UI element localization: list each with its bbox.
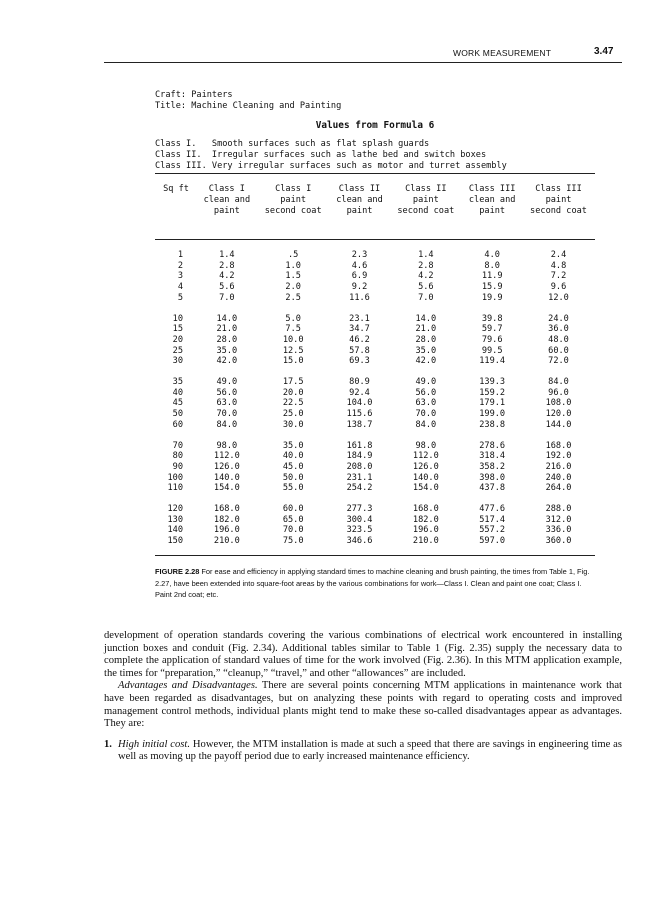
table-row [155, 473, 595, 484]
table-row [155, 346, 595, 357]
sq-ft-cell: 45 [172, 398, 183, 409]
value-cell: 63.0 [415, 398, 437, 409]
value-cell: 208.0 [346, 461, 373, 472]
figure-caption [155, 566, 595, 601]
value-cell: 192.0 [545, 451, 572, 462]
value-cell: 19.9 [481, 292, 503, 303]
value-cell: 517.4 [479, 514, 506, 525]
value-cell: 2.8 [418, 260, 434, 271]
value-cell: 5.6 [219, 282, 235, 293]
sq-ft-cell: 80 [172, 451, 183, 462]
table-row [155, 240, 595, 261]
sq-ft-cell: 110 [167, 483, 183, 494]
value-cell: 318.4 [479, 451, 506, 462]
value-cell: 39.8 [481, 313, 503, 324]
value-cell: 120.0 [545, 409, 572, 420]
list-item-text: However, the MTM installation is made at such a speed that there are savings in engineering time as well as moving up the payoff period due to early increased maintenance efficiency. [118, 738, 622, 763]
value-cell: 312.0 [545, 514, 572, 525]
page-number: 3.47 [594, 46, 614, 57]
value-cell: 40.0 [282, 451, 304, 462]
value-cell: 60.0 [548, 345, 569, 356]
value-cell: 2.8 [219, 260, 235, 271]
value-cell: 6.9 [351, 271, 368, 282]
value-cell: 115.6 [346, 409, 373, 420]
value-cell: 36.0 [548, 324, 569, 335]
value-cell: 8.0 [484, 260, 500, 271]
value-cell: 65.0 [282, 514, 304, 525]
table-bottom-rule [155, 555, 595, 556]
value-cell: 140.0 [412, 472, 439, 483]
value-cell: 210.0 [412, 536, 439, 547]
value-cell: 56.0 [415, 387, 437, 398]
value-cell: 210.0 [213, 536, 240, 547]
table-top-rule [155, 173, 595, 174]
value-cell: 254.2 [346, 483, 373, 494]
class-definitions [155, 139, 595, 172]
value-cell: 182.0 [412, 514, 439, 525]
header-rule [104, 62, 622, 63]
value-cell: 597.0 [479, 536, 506, 547]
sq-ft-cell: 10 [172, 313, 183, 324]
value-cell: 42.0 [216, 356, 238, 367]
value-cell: 4.0 [484, 250, 500, 260]
value-cell: 5.6 [418, 282, 434, 293]
value-cell: 346.6 [346, 536, 373, 547]
value-cell: 7.0 [219, 292, 235, 303]
sq-ft-cell: 20 [172, 334, 183, 345]
title-line: Title: Machine Cleaning and Painting [155, 101, 342, 111]
value-cell: 144.0 [545, 419, 572, 430]
value-cell: 216.0 [545, 461, 572, 472]
value-cell: 11.9 [481, 271, 503, 282]
value-cell: 24.0 [548, 313, 569, 324]
table-row [155, 494, 595, 515]
value-cell: 59.7 [481, 324, 503, 335]
class-3-definition: Class III. Very irregular surfaces such as motor and turret assembly [155, 161, 507, 171]
value-cell: 159.2 [479, 387, 506, 398]
col-header-sq-ft: Sq ft [163, 184, 189, 194]
value-cell: 10.0 [282, 334, 304, 345]
value-cell: 2.5 [285, 292, 301, 303]
value-cell: 98.0 [216, 440, 238, 451]
value-cell: 437.8 [479, 483, 506, 494]
value-cell: 9.6 [550, 282, 567, 293]
value-cell: 4.8 [550, 260, 567, 271]
table-row [155, 525, 595, 536]
value-cell: 99.5 [481, 345, 503, 356]
value-cell: 182.0 [213, 514, 240, 525]
value-cell: 12.5 [282, 345, 304, 356]
table-row [155, 515, 595, 526]
value-cell: 69.3 [349, 356, 370, 367]
value-cell: 168.0 [545, 440, 572, 451]
table-row [155, 324, 595, 335]
value-cell: 199.0 [479, 409, 506, 420]
col-header-class3-paint: Class III paint second coat [530, 184, 587, 216]
value-cell: 45.0 [282, 461, 304, 472]
table-row [155, 388, 595, 399]
row-group [155, 304, 595, 368]
table-header-row [155, 178, 595, 217]
value-cell: 112.0 [213, 451, 240, 462]
value-cell: 398.0 [479, 472, 506, 483]
col-header-class1-paint: Class I paint second coat [264, 184, 322, 216]
value-cell: 126.0 [412, 461, 439, 472]
value-cell: 84.0 [548, 377, 569, 388]
value-cell: 9.2 [351, 282, 368, 293]
value-cell: 154.0 [213, 483, 240, 494]
value-cell: 179.1 [479, 398, 506, 409]
sq-ft-cell: 140 [167, 525, 183, 536]
value-cell: 323.5 [346, 525, 373, 536]
value-cell: 161.8 [346, 440, 373, 451]
value-cell: 57.8 [349, 345, 370, 356]
value-cell: 17.5 [282, 377, 304, 388]
value-cell: 70.0 [415, 409, 437, 420]
value-cell: 96.0 [548, 387, 569, 398]
value-cell: 35.0 [415, 345, 437, 356]
value-cell: 98.0 [415, 440, 437, 451]
sq-ft-cell: 1 [177, 250, 183, 260]
value-cell: 23.1 [349, 313, 370, 324]
value-cell: 277.3 [346, 504, 373, 515]
value-cell: 7.2 [550, 271, 567, 282]
value-cell: 49.0 [415, 377, 437, 388]
value-cell: 60.0 [282, 504, 304, 515]
paragraph-development: development of operation standards covering the various combinations of electrical work encountered in installing junction boxes and conduit (Fig. 2.34). Additional tables similar to Table 1 (Fig. 2.35) supply the necessary data to complete the application of standard values of time for the work involved (Fig. 2.36). In this MTM application example, the times for “preparation,” “cleanup,” “travel,” and other “allowances” are included. [104, 630, 622, 679]
value-cell: 80.9 [349, 377, 370, 388]
value-cell: 11.6 [349, 292, 370, 303]
value-cell: 360.0 [545, 536, 572, 547]
value-cell: 2.4 [550, 250, 567, 260]
value-cell: 14.0 [415, 313, 437, 324]
value-cell: 4.2 [418, 271, 434, 282]
value-cell: 196.0 [213, 525, 240, 536]
value-cell: 264.0 [545, 483, 572, 494]
table-row [155, 398, 595, 409]
row-group [155, 240, 595, 304]
value-cell: 56.0 [216, 387, 238, 398]
col-header-class2-paint: Class II paint second coat [397, 184, 455, 216]
table-row [155, 261, 595, 272]
col-header-class3-clean: Class III clean and paint [468, 184, 516, 216]
value-cell: 34.7 [349, 324, 370, 335]
running-header-section: WORK MEASUREMENT [453, 48, 552, 58]
list-item-number: 1. [104, 738, 112, 750]
value-cell: 108.0 [545, 398, 572, 409]
value-cell: 14.0 [216, 313, 238, 324]
table-row [155, 335, 595, 346]
sq-ft-cell: 100 [167, 472, 183, 483]
value-cell: 139.3 [479, 377, 506, 388]
value-cell: 1.5 [285, 271, 301, 282]
value-cell: 42.0 [415, 356, 437, 367]
value-cell: 84.0 [216, 419, 238, 430]
value-cell: 336.0 [545, 525, 572, 536]
value-cell: 21.0 [216, 324, 238, 335]
value-cell: 92.4 [349, 387, 370, 398]
table-row [155, 282, 595, 293]
value-cell: 22.5 [282, 398, 304, 409]
value-cell: 28.0 [415, 334, 437, 345]
class-2-definition: Class II. Irregular surfaces such as lathe bed and switch boxes [155, 150, 487, 160]
value-cell: 70.0 [282, 525, 304, 536]
table-row [155, 271, 595, 282]
value-cell: 35.0 [216, 345, 238, 356]
value-cell: 63.0 [216, 398, 238, 409]
value-cell: 238.8 [479, 419, 506, 430]
value-cell: 84.0 [415, 419, 437, 430]
value-cell: 2.0 [285, 282, 301, 293]
sq-ft-cell: 30 [172, 356, 183, 367]
sq-ft-cell: 5 [177, 292, 183, 303]
value-cell: .5 [288, 250, 299, 260]
sq-ft-cell: 2 [177, 260, 183, 271]
table-row [155, 536, 595, 547]
value-cell: 154.0 [412, 483, 439, 494]
value-cell: 12.0 [548, 292, 569, 303]
header-rule-row [155, 217, 595, 240]
figure-2-28 [155, 90, 595, 556]
advantages-text: There are several points concerning MTM applications in maintenance work that have been regarded as disadvantages, but on analyzing these points with regard to operating costs and improved management control methods, individual plants might tend to make these so-called disadvantages appear as advantages. They are: [104, 680, 622, 730]
caption-label: FIGURE 2.28 [155, 567, 200, 576]
value-cell: 358.2 [479, 461, 506, 472]
sq-ft-cell: 35 [172, 377, 183, 388]
table-row [155, 367, 595, 388]
value-cell: 138.7 [346, 419, 373, 430]
sq-ft-cell: 70 [172, 440, 183, 451]
value-cell: 79.6 [481, 334, 503, 345]
value-cell: 196.0 [412, 525, 439, 536]
value-cell: 5.0 [285, 313, 301, 324]
value-cell: 168.0 [213, 504, 240, 515]
row-group [155, 431, 595, 495]
sq-ft-cell: 120 [167, 504, 183, 515]
table-row [155, 420, 595, 431]
value-cell: 30.0 [282, 419, 304, 430]
value-cell: 21.0 [415, 324, 437, 335]
value-cell: 4.2 [219, 271, 235, 282]
sq-ft-cell: 150 [167, 536, 183, 547]
value-cell: 1.4 [219, 250, 235, 260]
craft-line: Craft: Painters [155, 90, 233, 100]
value-cell: 48.0 [548, 334, 569, 345]
value-cell: 7.0 [418, 292, 434, 303]
table-row [155, 409, 595, 420]
value-cell: 477.6 [479, 504, 506, 515]
sq-ft-cell: 50 [172, 409, 183, 420]
values-title: Values from Formula 6 [315, 120, 435, 131]
table-row [155, 431, 595, 452]
value-cell: 50.0 [282, 472, 304, 483]
value-cell: 119.4 [479, 356, 506, 367]
table-row [155, 293, 595, 304]
value-cell: 7.5 [285, 324, 301, 335]
col-header-class2-clean: Class II clean and paint [336, 184, 383, 216]
sq-ft-cell: 25 [172, 345, 183, 356]
value-cell: 75.0 [282, 536, 304, 547]
paragraph-advantages [104, 680, 622, 730]
sq-ft-cell: 3 [177, 271, 183, 282]
value-cell: 28.0 [216, 334, 238, 345]
value-cell: 1.4 [418, 250, 434, 260]
row-group [155, 367, 595, 431]
value-cell: 55.0 [282, 483, 304, 494]
sq-ft-cell: 130 [167, 514, 183, 525]
value-cell: 25.0 [282, 409, 304, 420]
class-1-definition: Class I. Smooth surfaces such as flat splash guards [155, 139, 430, 149]
table-row [155, 462, 595, 473]
value-cell: 300.4 [346, 514, 373, 525]
value-cell: 15.9 [481, 282, 503, 293]
value-cell: 1.0 [285, 260, 301, 271]
table-row [155, 451, 595, 462]
sq-ft-cell: 90 [172, 461, 183, 472]
value-cell: 288.0 [545, 504, 572, 515]
list-item-heading: High initial cost. [118, 738, 190, 750]
value-cell: 278.6 [479, 440, 506, 451]
value-cell: 126.0 [213, 461, 240, 472]
value-cell: 70.0 [216, 409, 238, 420]
row-group [155, 494, 595, 547]
value-cell: 72.0 [548, 356, 569, 367]
value-cell: 140.0 [213, 472, 240, 483]
value-cell: 184.9 [346, 451, 373, 462]
col-header-class1-clean: Class I clean and paint [203, 184, 251, 216]
value-cell: 112.0 [412, 451, 439, 462]
figure-heading [155, 90, 595, 112]
advantages-heading: Advantages and Disadvantages. [118, 680, 258, 692]
value-cell: 557.2 [479, 525, 506, 536]
value-cell: 240.0 [545, 472, 572, 483]
value-cell: 15.0 [282, 356, 304, 367]
caption-text: For ease and efficiency in applying standard times to machine cleaning and brush painting, the times from Table 1, Fig. 2.27, have been extended into square-foot areas by the various combinations for work—Class I. Clean and paint one coat; Class I. Paint 2nd coat; etc. [155, 567, 590, 599]
value-cell: 4.6 [351, 260, 368, 271]
value-cell: 168.0 [412, 504, 439, 515]
value-cell: 104.0 [346, 398, 373, 409]
value-cell: 231.1 [346, 472, 373, 483]
sq-ft-cell: 15 [172, 324, 183, 335]
table-row [155, 304, 595, 325]
table-row [155, 356, 595, 367]
value-cell: 20.0 [282, 387, 304, 398]
values-table [155, 178, 595, 547]
body-text [104, 630, 622, 764]
value-cell: 35.0 [282, 440, 304, 451]
sq-ft-cell: 4 [177, 282, 183, 293]
list-item-high-initial-cost [104, 739, 622, 764]
table-row [155, 483, 595, 494]
value-cell: 49.0 [216, 377, 238, 388]
value-cell: 2.3 [351, 250, 368, 260]
sq-ft-cell: 40 [172, 387, 183, 398]
sq-ft-cell: 60 [172, 419, 183, 430]
value-cell: 46.2 [349, 334, 370, 345]
